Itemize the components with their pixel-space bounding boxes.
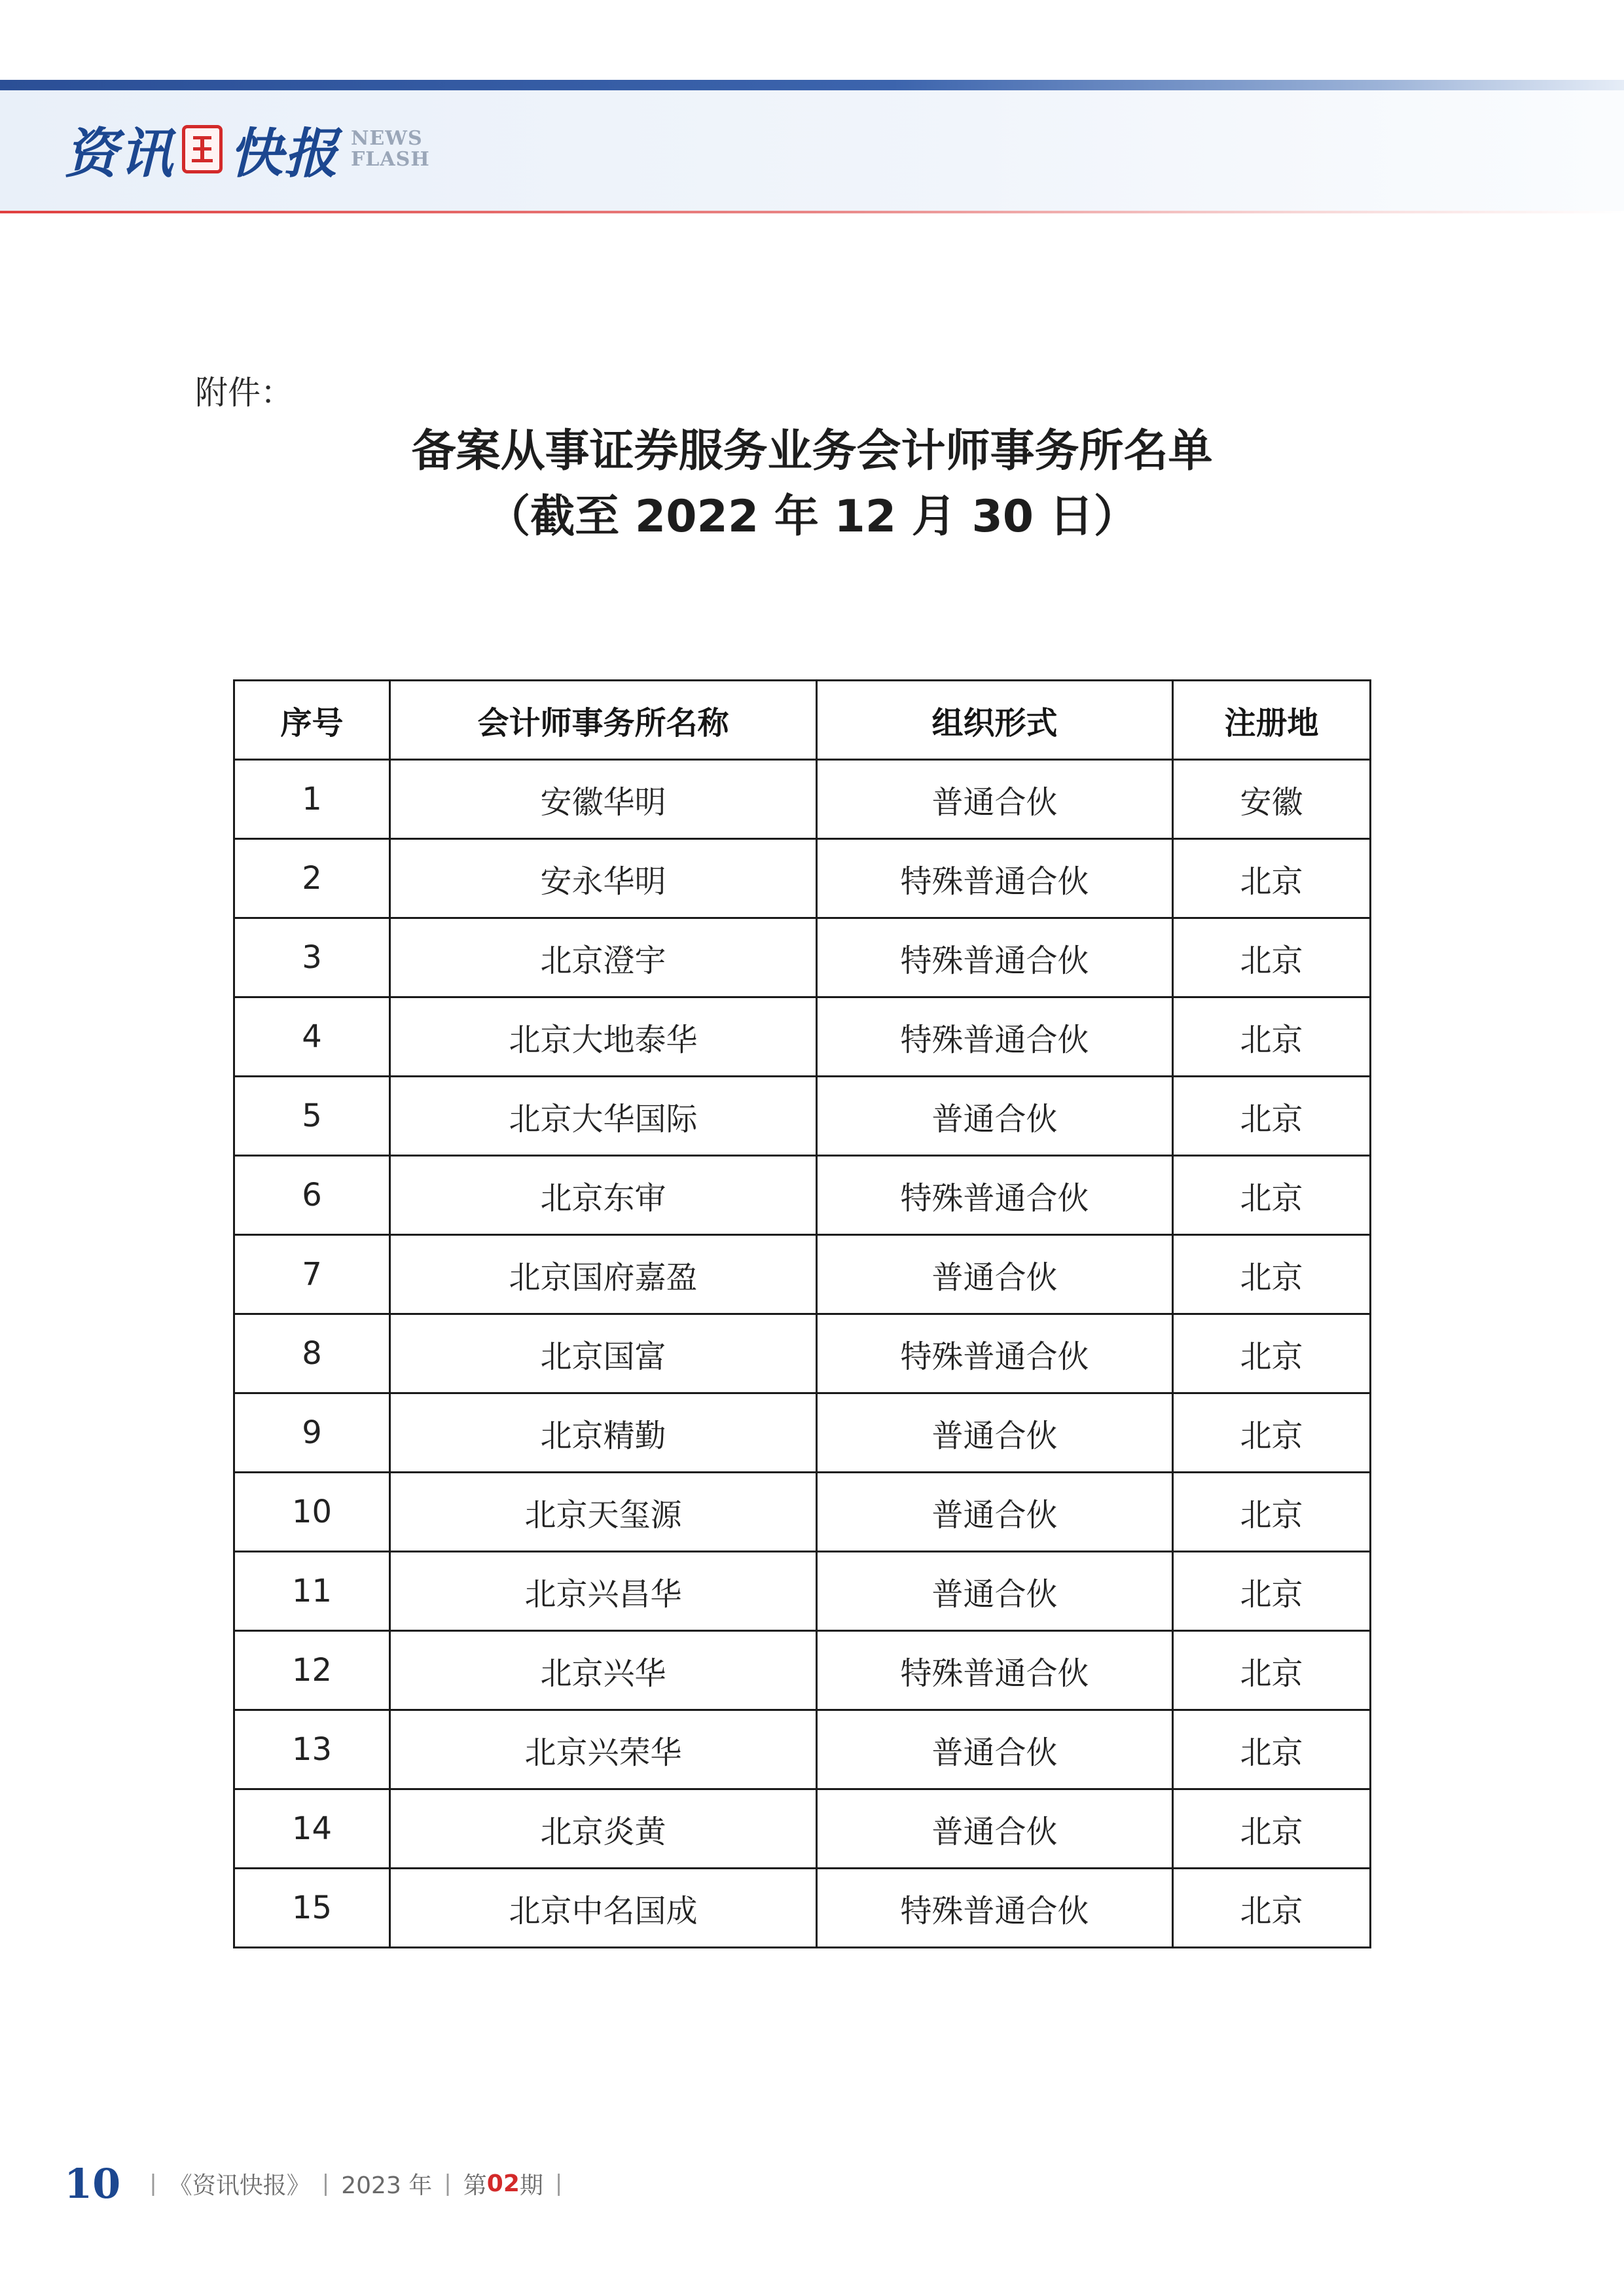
cell-firm-name: 北京兴荣华 <box>390 1710 817 1789</box>
header-divider <box>0 211 1624 213</box>
cell-firm-name: 北京东审 <box>390 1156 817 1235</box>
table-row <box>234 760 1371 839</box>
cell-firm-name: 北京大华国际 <box>390 1077 817 1156</box>
brand-en-line2: FLASH <box>351 148 430 171</box>
header-top-bar <box>0 80 1624 90</box>
table-header-row <box>234 681 1371 760</box>
cell-firm-name: 北京精勤 <box>390 1393 817 1473</box>
cell-org-form: 特殊普通合伙 <box>817 997 1173 1077</box>
cell-index: 11 <box>234 1552 390 1631</box>
col-header-firm-name: 会计师事务所名称 <box>390 681 817 760</box>
cell-firm-name: 北京澄宇 <box>390 918 817 997</box>
firm-list-table <box>233 679 1371 1948</box>
table-row <box>234 1156 1371 1235</box>
cell-index: 3 <box>234 918 390 997</box>
cell-index: 6 <box>234 1156 390 1235</box>
cell-firm-name: 北京兴华 <box>390 1631 817 1710</box>
cell-org-form: 普通合伙 <box>817 1710 1173 1789</box>
col-header-location: 注册地 <box>1173 681 1371 760</box>
cell-index: 13 <box>234 1710 390 1789</box>
table-row <box>234 1710 1371 1789</box>
cell-location: 北京 <box>1173 1869 1371 1948</box>
cell-location: 北京 <box>1173 1393 1371 1473</box>
cell-location: 北京 <box>1173 1077 1371 1156</box>
cell-index: 9 <box>234 1393 390 1473</box>
footer-separator: | <box>554 2170 563 2197</box>
table-row <box>234 839 1371 918</box>
cell-location: 北京 <box>1173 1552 1371 1631</box>
col-header-org-form: 组织形式 <box>817 681 1173 760</box>
cell-firm-name: 北京国府嘉盈 <box>390 1235 817 1314</box>
cell-org-form: 普通合伙 <box>817 1393 1173 1473</box>
publication-name: 《资讯快报》 <box>168 2172 310 2199</box>
cell-firm-name: 北京兴昌华 <box>390 1552 817 1631</box>
cell-index: 4 <box>234 997 390 1077</box>
cell-location: 安徽 <box>1173 760 1371 839</box>
brand-title-right: 快报 <box>229 122 339 185</box>
seal-glyph <box>189 133 215 166</box>
page-number: 10 <box>64 2159 121 2208</box>
footer-separator: | <box>444 2170 452 2197</box>
attachment-label: 附件： <box>195 374 293 412</box>
cell-location: 北京 <box>1173 1473 1371 1552</box>
cell-index: 15 <box>234 1869 390 1948</box>
table-row <box>234 1314 1371 1393</box>
brand-title-left: 资讯 <box>64 122 174 185</box>
issue-number: 02 <box>486 2170 520 2197</box>
cell-location: 北京 <box>1173 1235 1371 1314</box>
cell-location: 北京 <box>1173 1631 1371 1710</box>
cell-org-form: 特殊普通合伙 <box>817 1156 1173 1235</box>
cell-location: 北京 <box>1173 839 1371 918</box>
cell-location: 北京 <box>1173 1789 1371 1869</box>
table-row <box>234 1393 1371 1473</box>
cell-location: 北京 <box>1173 1156 1371 1235</box>
table-row <box>234 1789 1371 1869</box>
issue-prefix: 第 <box>463 2172 487 2199</box>
table-row <box>234 1869 1371 1948</box>
cell-org-form: 普通合伙 <box>817 1789 1173 1869</box>
cell-org-form: 特殊普通合伙 <box>817 1869 1173 1948</box>
document-title <box>0 419 1624 550</box>
cell-firm-name: 北京中名国成 <box>390 1869 817 1948</box>
title-line-1: 备案从事证券服务业务会计师事务所名单 <box>411 425 1213 477</box>
cell-firm-name: 安徽华明 <box>390 760 817 839</box>
cell-org-form: 特殊普通合伙 <box>817 1631 1173 1710</box>
brand-en-line1: NEWS <box>351 127 423 150</box>
table-row <box>234 1552 1371 1631</box>
cell-index: 2 <box>234 839 390 918</box>
cell-firm-name: 北京国富 <box>390 1314 817 1393</box>
cell-org-form: 特殊普通合伙 <box>817 1314 1173 1393</box>
table-row <box>234 997 1371 1077</box>
table-row <box>234 1631 1371 1710</box>
table-row <box>234 1235 1371 1314</box>
cell-index: 7 <box>234 1235 390 1314</box>
masthead-logo <box>64 110 430 188</box>
cell-firm-name: 北京天玺源 <box>390 1473 817 1552</box>
cell-index: 10 <box>234 1473 390 1552</box>
cell-firm-name: 安永华明 <box>390 839 817 918</box>
cell-org-form: 普通合伙 <box>817 760 1173 839</box>
publication-year: 2023 年 <box>341 2172 433 2199</box>
col-header-index: 序号 <box>234 681 390 760</box>
cell-index: 5 <box>234 1077 390 1156</box>
title-line-2: （截至 2022 年 12 月 30 日） <box>486 491 1138 543</box>
seal-icon <box>182 125 223 173</box>
table-row <box>234 918 1371 997</box>
page-footer <box>64 2157 574 2210</box>
brand-english <box>351 128 430 170</box>
cell-index: 14 <box>234 1789 390 1869</box>
cell-location: 北京 <box>1173 997 1371 1077</box>
cell-org-form: 特殊普通合伙 <box>817 918 1173 997</box>
cell-index: 8 <box>234 1314 390 1393</box>
cell-location: 北京 <box>1173 1710 1371 1789</box>
cell-index: 12 <box>234 1631 390 1710</box>
table-row <box>234 1077 1371 1156</box>
cell-index: 1 <box>234 760 390 839</box>
cell-firm-name: 北京大地泰华 <box>390 997 817 1077</box>
cell-location: 北京 <box>1173 1314 1371 1393</box>
cell-org-form: 普通合伙 <box>817 1235 1173 1314</box>
cell-org-form: 普通合伙 <box>817 1077 1173 1156</box>
cell-org-form: 特殊普通合伙 <box>817 839 1173 918</box>
cell-location: 北京 <box>1173 918 1371 997</box>
issue-suffix: 期 <box>519 2172 543 2199</box>
cell-org-form: 普通合伙 <box>817 1473 1173 1552</box>
footer-separator: | <box>321 2170 330 2197</box>
footer-separator: | <box>149 2170 157 2197</box>
cell-firm-name: 北京炎黄 <box>390 1789 817 1869</box>
table-row <box>234 1473 1371 1552</box>
cell-org-form: 普通合伙 <box>817 1552 1173 1631</box>
